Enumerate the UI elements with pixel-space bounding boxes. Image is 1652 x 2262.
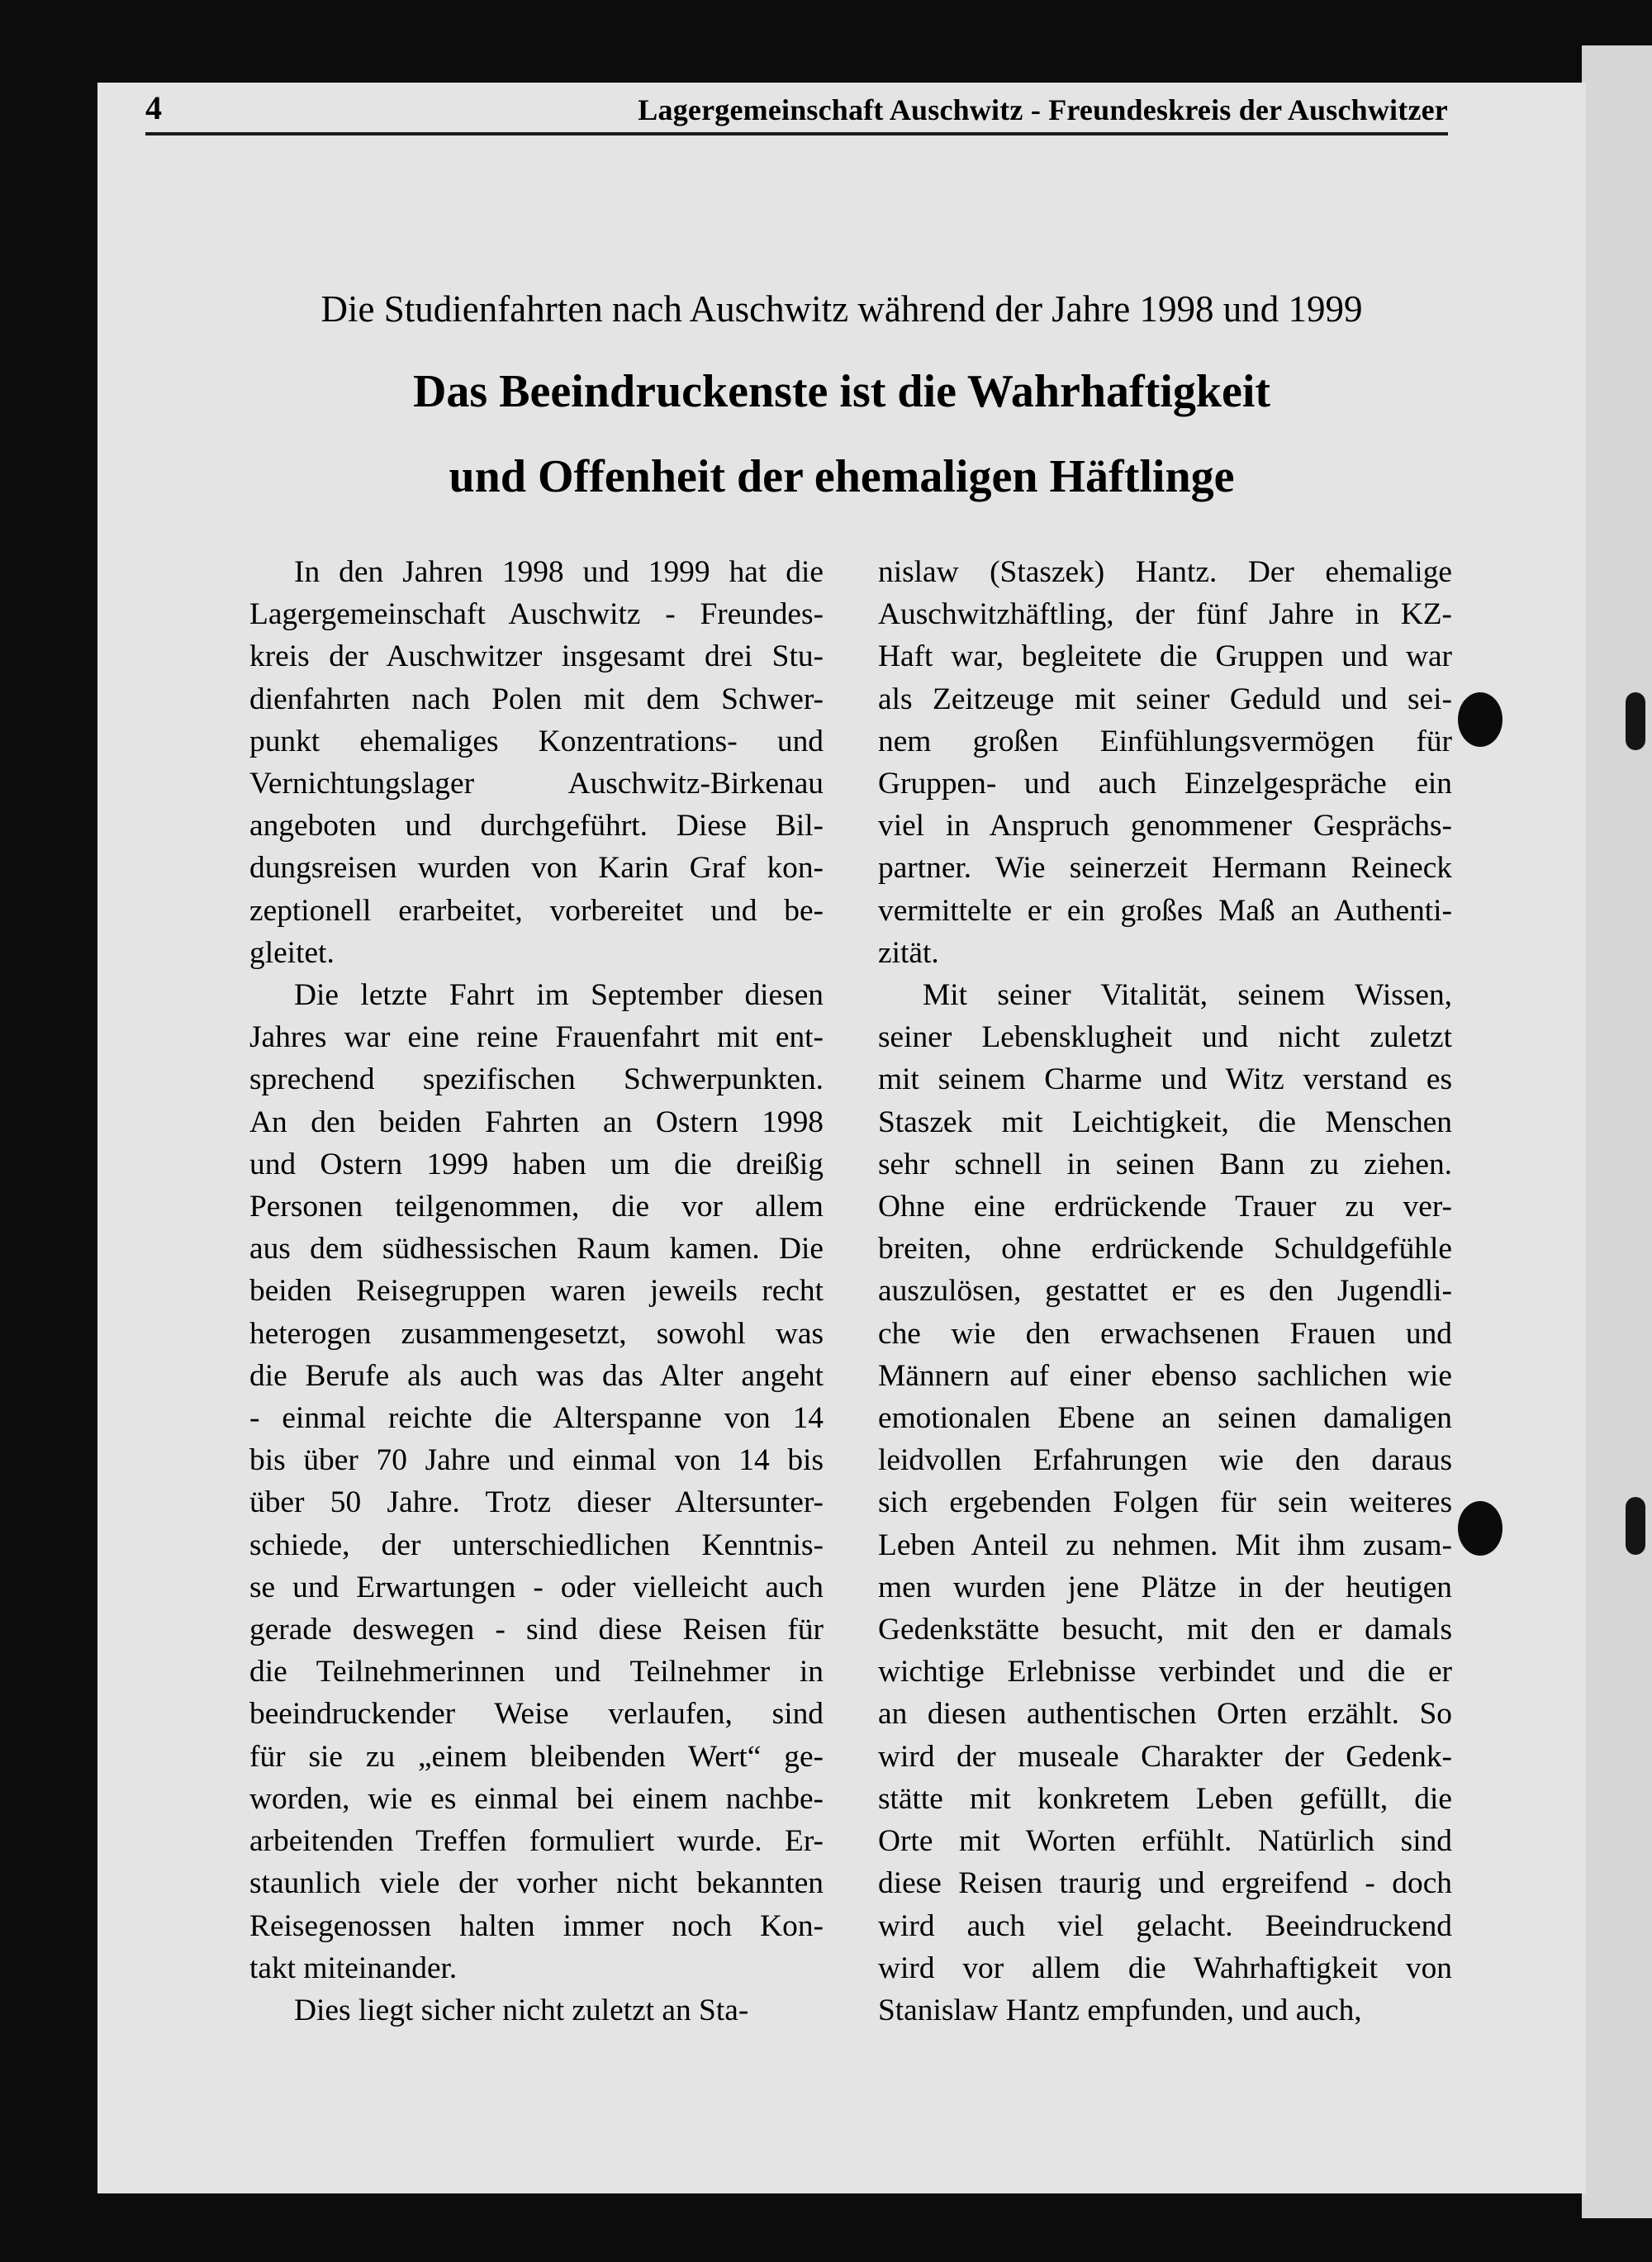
text-line: arbeitenden Treffen formuliert wurde. Er-	[249, 1824, 824, 1859]
text-line: und Ostern 1999 haben um die dreißig	[249, 1147, 824, 1181]
text-line: Lagergemeinschaft Auschwitz - Freundes-	[249, 597, 824, 632]
text-line: An den beiden Fahrten an Ostern 1998	[249, 1105, 824, 1139]
text-line: diese Reisen traurig und ergreifend - doch	[878, 1866, 1452, 1901]
text-line: che wie den erwachsenen Frauen und	[878, 1316, 1452, 1351]
text-line: punkt ehemaliges Konzentrations- und	[249, 724, 824, 758]
text-line: gerade deswegen - sind diese Reisen für	[249, 1613, 824, 1647]
text-line: nem großen Einfühlungsvermögen für	[878, 724, 1452, 758]
next-page-edge	[1582, 45, 1652, 2218]
text-line: Auschwitzhäftling, der fünf Jahre in KZ-	[878, 597, 1452, 632]
next-page-punch-hole	[1626, 1497, 1645, 1555]
text-line: mit seinem Charme und Witz verstand es	[878, 1062, 1452, 1097]
text-line: angeboten und durchgeführt. Diese Bil-	[249, 809, 824, 843]
text-line: Mit seiner Vitalität, seinem Wissen,	[923, 978, 1452, 1013]
text-line: dienfahrten nach Polen mit dem Schwer-	[249, 682, 824, 716]
text-line: Stanislaw Hantz empfunden, und auch,	[878, 1993, 1362, 2027]
text-line: viel in Anspruch genommener Gesprächs-	[878, 809, 1452, 843]
text-line: se und Erwartungen - oder vielleicht auch	[249, 1570, 824, 1604]
article-headline-line-1: Das Beeindruckenste ist die Wahrhaftigkeit	[412, 366, 1271, 417]
text-line: heterogen zusammengesetzt, sowohl was	[249, 1316, 824, 1351]
text-line: Ohne eine erdrückende Trauer zu ver-	[878, 1190, 1452, 1224]
text-line: aus dem südhessischen Raum kamen. Die	[249, 1232, 824, 1266]
text-line: Gedenkstätte besucht, mit den er damals	[878, 1613, 1452, 1647]
text-line: staunlich viele der vorher nicht bekannten	[249, 1866, 824, 1901]
text-line: Gruppen- und auch Einzelgespräche ein	[878, 767, 1452, 801]
text-line: kreis der Auschwitzer insgesamt drei Stu-	[249, 639, 824, 674]
text-line: beiden Reisegruppen waren jeweils recht	[249, 1274, 824, 1309]
text-line: leidvollen Erfahrungen wie den daraus	[878, 1443, 1452, 1478]
text-line: wird vor allem die Wahrhaftigkeit von	[878, 1951, 1452, 1985]
text-line: vermittelte er ein großes Maß an Authenti-	[878, 893, 1452, 928]
text-line: breiten, ohne erdrückende Schuldgefühle	[878, 1232, 1452, 1266]
text-line: - einmal reichte die Alterspanne von 14	[249, 1401, 824, 1436]
running-title: Lagergemeinschaft Auschwitz - Freundeskreis der Auschwitzer	[638, 93, 1448, 126]
punch-hole	[1458, 1501, 1502, 1556]
text-line: sich ergebenden Folgen für sein weiteres	[878, 1485, 1452, 1520]
text-line: bis über 70 Jahre und einmal von 14 bis	[249, 1443, 824, 1478]
text-line: Staszek mit Leichtigkeit, die Menschen	[878, 1105, 1452, 1139]
text-line: Reisegenossen halten immer noch Kon-	[249, 1908, 824, 1943]
text-line: men wurden jene Plätze in der heutigen	[878, 1570, 1452, 1604]
text-line: In den Jahren 1998 und 1999 hat die	[294, 555, 824, 589]
text-line: an diesen authentischen Orten erzählt. So	[878, 1697, 1452, 1732]
text-line: wird auch viel gelacht. Beeindruckend	[878, 1908, 1452, 1943]
text-line: auszulösen, gestattet er es den Jugendli-	[878, 1274, 1452, 1309]
article-headline-line-2: und Offenheit der ehemaligen Häftlinge	[449, 451, 1235, 502]
text-line: die Teilnehmerinnen und Teilnehmer in	[249, 1655, 824, 1689]
article-column-right	[878, 551, 1452, 2032]
text-line: stätte mit konkretem Leben gefüllt, die	[878, 1781, 1452, 1816]
text-line: wird der museale Charakter der Gedenk-	[878, 1739, 1452, 1774]
text-line: Dies liegt sicher nicht zuletzt an Sta-	[294, 1993, 749, 2027]
text-line: takt miteinander.	[249, 1951, 458, 1985]
running-header	[145, 83, 1448, 132]
text-line: Vernichtungslager Auschwitz-Birkenau	[249, 767, 824, 801]
article-column-left	[249, 551, 824, 2032]
text-line: sprechend spezifischen Schwerpunkten.	[249, 1062, 824, 1097]
text-line: emotionalen Ebene an seinen damaligen	[878, 1401, 1452, 1436]
text-line: Jahres war eine reine Frauenfahrt mit ent-	[249, 1020, 824, 1055]
text-line: partner. Wie seinerzeit Hermann Reineck	[878, 851, 1452, 886]
text-line: für sie zu „einem bleibenden Wert“ ge-	[249, 1739, 824, 1774]
text-line: schiede, der unterschiedlichen Kenntnis-	[249, 1528, 824, 1562]
text-line: sehr schnell in seinen Bann zu ziehen.	[878, 1147, 1452, 1181]
text-line: Leben Anteil zu nehmen. Mit ihm zusam-	[878, 1528, 1452, 1562]
text-line: dungsreisen wurden von Karin Graf kon-	[249, 851, 824, 886]
text-line: über 50 Jahre. Trotz dieser Altersunter-	[249, 1485, 824, 1520]
text-line: die Berufe als auch was das Alter angeht	[249, 1358, 824, 1393]
text-line: Orte mit Worten erfühlt. Natürlich sind	[878, 1824, 1452, 1859]
text-line: beeindruckender Weise verlaufen, sind	[249, 1697, 824, 1732]
text-line: zität.	[878, 935, 939, 970]
text-line: gleitet.	[249, 935, 335, 970]
text-line: Haft war, begleitete die Gruppen und war	[878, 639, 1452, 674]
text-line: Die letzte Fahrt im September diesen	[294, 978, 824, 1013]
text-line: seiner Lebensklugheit und nicht zuletzt	[878, 1020, 1452, 1055]
header-rule	[145, 132, 1448, 135]
text-line: nislaw (Staszek) Hantz. Der ehemalige	[878, 555, 1452, 589]
page-number: 4	[145, 89, 162, 126]
text-line: wichtige Erlebnisse verbindet und die er	[878, 1655, 1452, 1689]
punch-hole	[1458, 692, 1502, 747]
text-line: Männern auf einer ebenso sachlichen wie	[878, 1358, 1452, 1393]
text-line: als Zeitzeuge mit seiner Geduld und sei-	[878, 682, 1452, 716]
article-kicker: Die Studienfahrten nach Auschwitz während der Jahre 1998 und 1999	[320, 288, 1363, 330]
next-page-punch-hole	[1626, 692, 1645, 750]
text-line: worden, wie es einmal bei einem nachbe-	[249, 1781, 824, 1816]
text-line: Personen teilgenommen, die vor allem	[249, 1190, 824, 1224]
text-line: zeptionell erarbeitet, vorbereitet und be-	[249, 893, 824, 928]
